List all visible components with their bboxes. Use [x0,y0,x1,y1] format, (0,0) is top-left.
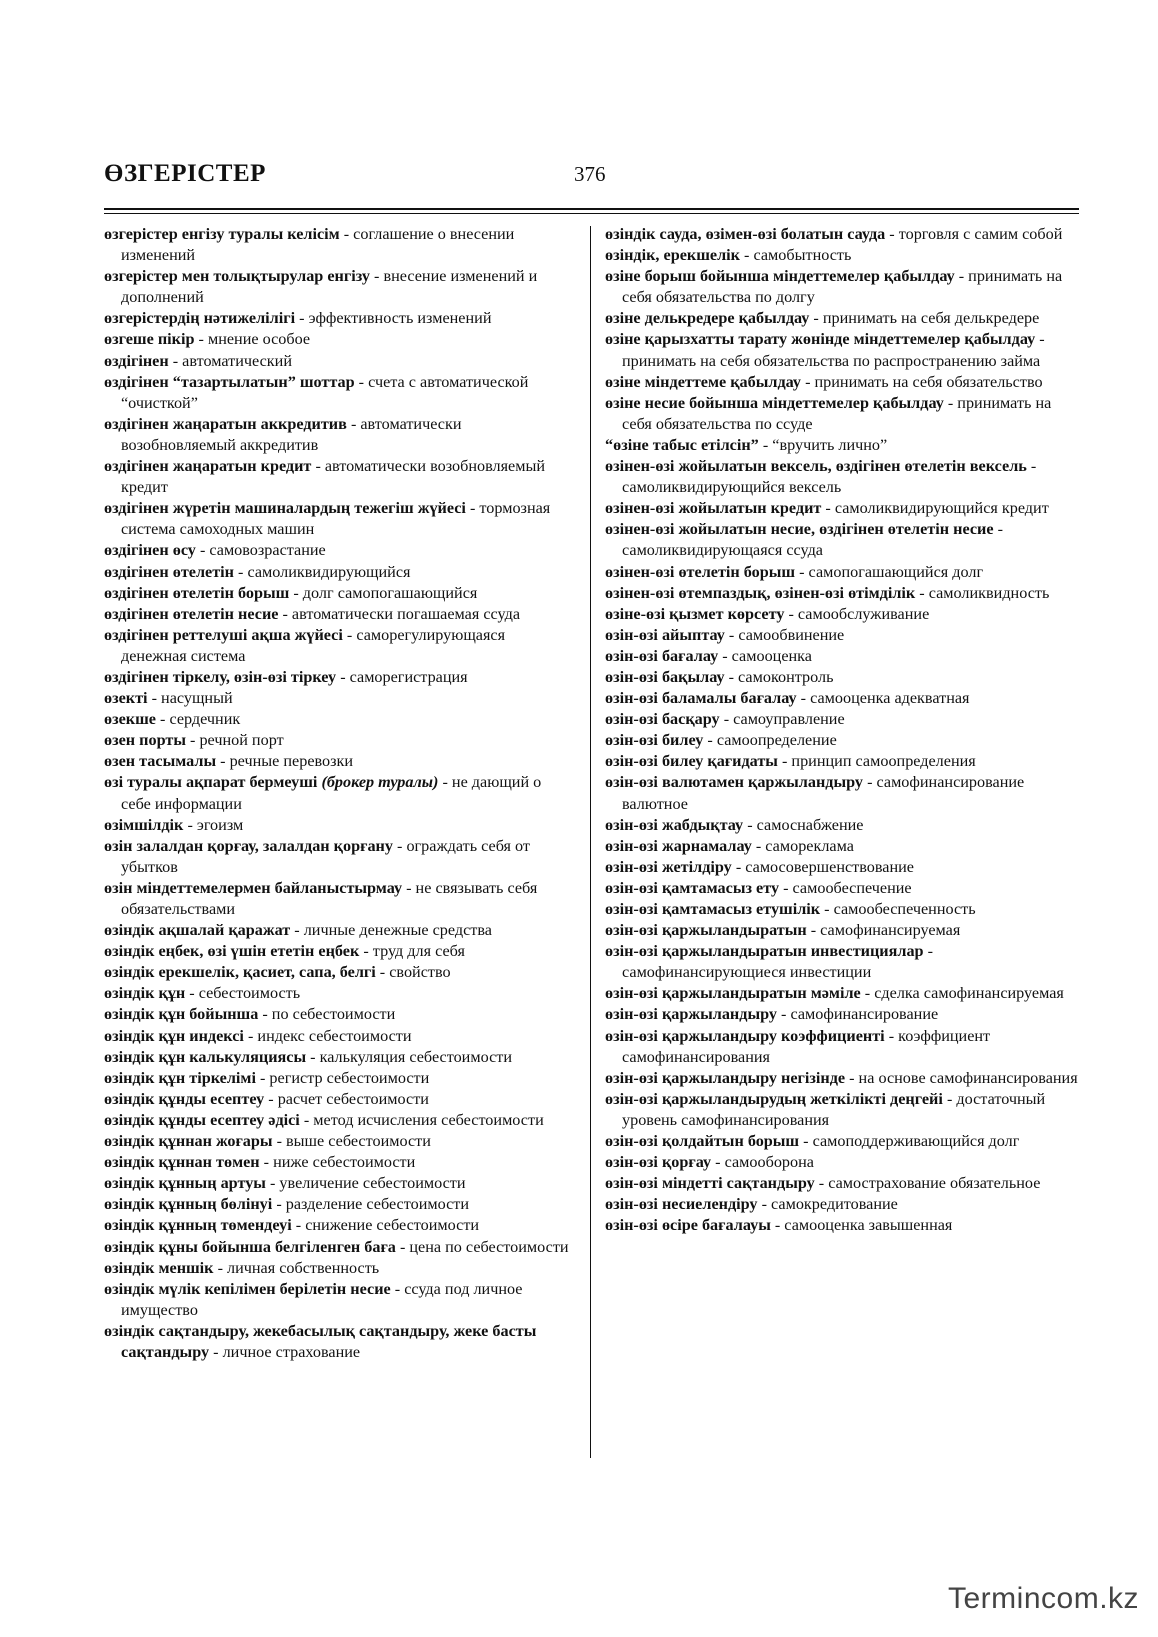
dictionary-entry [104,456,570,498]
dictionary-entry [605,245,1081,266]
dictionary-entry [605,266,1081,308]
entry-term: өзіндік құнды есептеу [104,1089,265,1108]
entry-definition: - самооборона [711,1153,814,1172]
entry-definition: - самообвинение [724,625,845,644]
entry-definition: - индекс себестоимости [243,1026,412,1045]
dictionary-entry [605,1215,1081,1236]
entry-term: өзін-өзі билеу [605,731,704,750]
entry-term: өзгерістер енгізу туралы келісім [104,225,340,243]
dictionary-entry [605,329,1081,371]
entry-definition: - личные денежные средства [290,921,492,940]
dictionary-entry [605,1173,1081,1194]
entry-term: өзін-өзі қаржыландырудың жеткілікті деңгейі [605,1089,943,1108]
entry-term: өздігінен реттелуші ақша жүйесі [104,625,343,644]
dictionary-entry [104,836,570,878]
entry-term: өзіне-өзі қызмет көрсету [605,604,785,623]
entry-definition: - самопогашающийся долг [795,562,984,581]
column-divider [590,226,591,1458]
entry-term: өзін-өзі баламалы бағалау [605,689,797,708]
entry-definition: - самобытность [740,246,852,265]
dictionary-entry [104,1279,570,1321]
entry-definition: - автоматический [168,351,292,370]
entry-term: өзінен-өзі өтелетін борыш [605,562,796,581]
entry-term: өзекті [104,689,148,708]
dictionary-entry [104,1258,570,1279]
entry-term: өзінен-өзі өтемпаздық, өзінен-өзі өтімділік [605,583,916,602]
left-column [104,224,570,1363]
entry-term: өзіндік мүлік кепілімен берілетін несие [104,1279,391,1298]
entry-definition: - принимать на себя обязательства по распространению займа [622,330,1045,370]
dictionary-entry [104,583,570,604]
entry-term: өзіне несие бойынша міндеттемелер қабылдау [605,393,944,412]
entry-term: өзін-өзі өсіре бағалауы [605,1216,771,1235]
dictionary-entry [605,456,1081,498]
entry-definition: - ограждать себя от убытков [121,836,531,876]
dictionary-entry [104,983,570,1004]
entry-definition: - принимать на себя обязательство [801,372,1043,391]
entry-term: өзін міндеттемелермен байланыстырмау [104,878,403,897]
dictionary-entry [605,836,1081,857]
dictionary-entry [605,646,1081,667]
entry-definition: - соглашение о внесении изменений [121,225,515,265]
entry-term: өзіндік құнның артуы [104,1174,266,1193]
entry-definition: - цена по себестоимости [395,1237,569,1256]
entry-term: өздігінен “тазартылатын” шоттар [104,372,355,391]
dictionary-entry [605,583,1081,604]
entry-definition: - эффективность изменений [295,309,492,328]
dictionary-entry [104,1110,570,1131]
dictionary-entry [104,266,570,308]
entry-term: өзін-өзі қаржыландыратын мәміле [605,984,861,1003]
dictionary-entry [605,1004,1081,1025]
dictionary-entry [605,920,1081,941]
dictionary-entry [104,1004,570,1025]
entry-definition: - эгоизм [183,815,244,834]
dictionary-entry [104,1047,570,1068]
entry-term: өзіндік сақтандыру, жекебасылық сақтандыру, жеке басты сақтандыру [104,1321,537,1361]
dictionary-entry [104,667,570,688]
entry-definition: - самоликвидность [915,583,1050,602]
entry-term: өздігінен [104,351,169,370]
dictionary-entry [104,414,570,456]
dictionary-entry [605,224,1081,245]
dictionary-entry [104,815,570,836]
entry-term: өзіндік ерекшелік, қасиет, сапа, белгі [104,963,376,982]
entry-term: өзіндік еңбек, өзі үшін ететін еңбек [104,942,360,961]
entry-term: өзін-өзі жабдықтау [605,815,744,834]
entry-term: өзіндік құн [104,984,186,1003]
entry-term: өзін-өзі несиелендіру [605,1195,758,1214]
entry-definition: - увеличение себестоимости [265,1174,466,1193]
dictionary-entry [605,857,1081,878]
dictionary-entry [104,1321,570,1363]
entry-definition: - калькуляция себестоимости [306,1047,513,1066]
entry-term: өзіндік, ерекшелік [605,246,740,265]
entry-term: өзін-өзі қаржыландыратын инвестициялар [605,942,924,961]
entry-term: өзін-өзі қолдайтын борыш [605,1132,800,1151]
entry-term: өзін-өзі валютамен қаржыландыру [605,773,864,792]
entry-term: өзгерістердің нәтижелілігі [104,309,296,328]
entry-term: өзін-өзі қаржыландыру негізінде [605,1068,846,1087]
entry-definition: - личное страхование [209,1342,361,1361]
right-column [605,224,1081,1237]
entry-definition: - мнение особое [194,330,311,349]
entry-term: өздігінен өтелетін несие [104,604,279,623]
entry-term: өзінен-өзі жойылатын кредит [605,499,822,518]
entry-definition: - принимать на себя обязательства по долгу [622,267,1063,307]
entry-term: өзін-өзі айыптау [605,625,725,644]
entry-definition: - принимать на себя делькредере [809,309,1040,328]
dictionary-entry [104,1152,570,1173]
dictionary-entry [104,224,570,266]
entry-definition: - автоматически погашаемая ссуда [278,604,521,623]
entry-term: өзін-өзі жарнамалау [605,836,752,855]
entry-term: өзіндік сауда, өзімен-өзі болатын сауда [605,225,886,243]
entry-definition: - свойство [375,963,451,982]
entry-term: өзіндік құннан жоғары [104,1132,273,1151]
entry-definition: - внесение изменений и дополнений [121,267,538,307]
entry-definition: - выше себестоимости [272,1132,431,1151]
entry-definition: - самореклама [751,836,854,855]
entry-term: өзін-өзі қаржыландыратын [605,921,807,940]
entry-term: өзін-өзі басқару [605,710,720,729]
dictionary-entry [104,329,570,350]
entry-definition: - саморегистрация [336,667,468,686]
dictionary-entry [605,308,1081,329]
entry-definition: - долг самопогашающийся [289,583,478,602]
entry-term: өзіндік құн тіркелімі [104,1068,256,1087]
entry-definition: - сердечник [155,710,241,729]
entry-definition: - речные перевозки [216,752,354,771]
dictionary-entry [605,941,1081,983]
entry-definition: - самоподдерживающийся долг [799,1132,1020,1151]
entry-definition: - автоматически возобновляемый аккредитив [121,414,462,454]
entry-definition: - самоконтроль [724,667,834,686]
dictionary-entry [104,941,570,962]
entry-term: өзіндік ақшалай қаражат [104,921,291,940]
entry-definition: - на основе самофинансирования [845,1068,1078,1087]
dictionary-entry [605,1026,1081,1068]
dictionary-entry [104,604,570,625]
entry-term: өздігінен жүретін машиналардың тежегіш жүйесі [104,499,466,518]
entry-definition: - самообеспеченность [820,900,976,918]
entry-term: өзіне борыш бойынша міндеттемелер қабылдау [605,267,955,286]
entry-definition: - счета с автоматической “очисткой” [121,372,529,412]
entry-term: өзіне қарызхатты тарату жөнінде міндеттемелер қабылдау [605,330,1036,349]
dictionary-entry [605,899,1081,920]
entry-term: өзін-өзі қорғау [605,1153,712,1172]
dictionary-entry [104,688,570,709]
entry-definition: - самообеспечение [779,878,912,897]
dictionary-entry [104,1026,570,1047]
entry-term: өздігінен жаңаратын аккредитив [104,414,347,433]
entry-definition: - коэффициент самофинансирования [622,1026,991,1066]
entry-term: өзіндік құн бойынша [104,1005,259,1024]
dictionary-entry [104,1068,570,1089]
entry-term: өздігінен жаңаратын кредит [104,457,312,476]
entry-term: өзі туралы ақпарат бермеуші [104,773,322,792]
dictionary-entry [104,751,570,772]
entry-note: (брокер туралы) [321,773,439,792]
entry-term: өздігінен өсу [104,541,196,560]
entry-term: өзін-өзі міндетті сақтандыру [605,1174,815,1193]
entry-term: өзін-өзі қамтамасыз ету [605,878,780,897]
entry-definition: - самофинансируемая [806,921,961,940]
entry-term: өзіндік құны бойынша белгіленген баға [104,1237,396,1256]
entry-term: өзен тасымалы [104,752,217,771]
dictionary-entry [605,1194,1081,1215]
header-rule-thin [104,213,1079,214]
dictionary-entry [605,1089,1081,1131]
dictionary-entry [104,962,570,983]
dictionary-entry [605,1068,1081,1089]
entry-term: өздігінен тіркелу, өзін-өзі тіркеу [104,667,337,686]
entry-term: “өзіне табыс етілсін” [605,435,759,454]
dictionary-entry [104,562,570,583]
dictionary-entry [605,372,1081,393]
entry-definition: - личная собственность [213,1258,380,1277]
entry-definition: - самоликвидирующаяся ссуда [622,520,1003,560]
dictionary-entry [605,435,1081,456]
dictionary-entry [104,1089,570,1110]
dictionary-entry [605,1131,1081,1152]
dictionary-entry [605,625,1081,646]
page-number: 376 [574,162,606,186]
entry-term: өзіндік құнның төмендеуі [104,1216,292,1235]
entry-term: өзін-өзі бақылау [605,667,725,686]
dictionary-entry [605,667,1081,688]
entry-term: өзгеше пікір [104,330,195,349]
entry-definition: - автоматически возобновляемый кредит [121,457,546,497]
dictionary-entry [605,519,1081,561]
entry-definition: - ниже себестоимости [259,1153,416,1172]
entry-definition: - самооценка адекватная [796,689,970,708]
dictionary-entry [104,372,570,414]
dictionary-entry [605,772,1081,814]
dictionary-entry [104,730,570,751]
entry-term: өзіне делькредере қабылдау [605,309,810,328]
dictionary-entry [104,772,570,814]
entry-term: өзіндік құн калькуляциясы [104,1047,307,1066]
entry-term: өзімшілдік [104,815,184,834]
entry-definition: - достаточный уровень самофинансирования [622,1089,1046,1129]
dictionary-entry [104,308,570,329]
dictionary-entry [605,688,1081,709]
entry-definition: - метод исчисления себестоимости [299,1110,544,1129]
entry-term: өзгерістер мен толықтырулар енгізу [104,267,370,286]
entry-term: өзен порты [104,731,186,750]
entry-definition: - саморегулирующаяся денежная система [121,625,506,665]
entry-definition: - себестоимость [185,984,301,1003]
entry-definition: - принцип самоопределения [777,752,976,771]
entry-definition: - самоснабжение [743,815,864,834]
entry-definition: - не связывать себя обязательствами [121,878,538,918]
entry-definition: - самоликвидирующийся кредит [821,499,1049,518]
entry-definition: - разделение себестоимости [272,1195,470,1214]
entry-term: өзін-өзі қаржыландыру [605,1005,777,1024]
entry-definition: - самокредитование [757,1195,898,1214]
entry-definition: - самострахование обязательное [814,1174,1041,1193]
entry-term: өзін-өзі жетілдіру [605,857,732,876]
entry-definition: - самооценка завышенная [770,1216,953,1235]
entry-term: өздігінен өтелетін борыш [104,583,290,602]
entry-term: өзіндік меншік [104,1258,214,1277]
entry-definition: - не дающий о себе информации [121,773,542,813]
entry-term: өзекше [104,710,156,729]
entry-definition: - труд для себя [359,942,465,961]
dictionary-entry [605,604,1081,625]
dictionary-entry [605,983,1081,1004]
dictionary-entry [104,1194,570,1215]
dictionary-entry [605,498,1081,519]
dictionary-entry [104,498,570,540]
dictionary-entry [605,709,1081,730]
dictionary-entry [605,562,1081,583]
entry-term: өзіндік құнды есептеу әдісі [104,1110,300,1129]
dictionary-entry [605,393,1081,435]
dictionary-entry [104,1131,570,1152]
entry-definition: - самоопределение [703,731,837,750]
entry-definition: - самофинансирующиеся инвестиции [622,942,933,982]
entry-term: өзінен-өзі жойылатын несие, өздігінен өтелетін несие [605,520,994,539]
entry-definition: - расчет себестоимости [264,1089,429,1108]
entry-definition: - ссуда под личное имущество [121,1279,523,1319]
site-logo: Termincom.kz [948,1582,1140,1615]
dictionary-entry [104,625,570,667]
entry-definition: - “вручить лично” [758,435,888,454]
entry-definition: - самоликвидирующийся [234,562,411,581]
entry-term: өзіндік құн индексі [104,1026,244,1045]
entry-definition: - самофинансирование [776,1005,939,1024]
dictionary-entry [605,878,1081,899]
dictionary-entry [104,1215,570,1236]
dictionary-entry [605,730,1081,751]
dictionary-entry [104,1173,570,1194]
dictionary-entry [104,540,570,561]
entry-definition: - сделка самофинансируемая [860,984,1064,1003]
entry-definition: - регистр себестоимости [255,1068,430,1087]
entry-term: өзін залалдан қорғау, залалдан қорғану [104,836,393,855]
header-rule [104,208,1079,210]
dictionary-entry [104,878,570,920]
entry-term: өзіндік құнның бөлінуі [104,1195,273,1214]
entry-definition: - торговля с самим собой [885,225,1063,243]
entry-definition: - тормозная система самоходных машин [121,499,551,539]
entry-definition: - самооценка [718,646,812,665]
dictionary-entry [104,351,570,372]
dictionary-entry [104,920,570,941]
entry-definition: - снижение себестоимости [291,1216,480,1235]
entry-term: өзін-өзі қаржыландыру коэффициенті [605,1026,885,1045]
dictionary-entry [605,751,1081,772]
dictionary-entry [605,1152,1081,1173]
entry-term: өзіне міндеттеме қабылдау [605,372,802,391]
entry-term: өзін-өзі бағалау [605,646,719,665]
entry-definition: - по себестоимости [258,1005,396,1024]
entry-definition: - насущный [147,689,233,708]
entry-term: өзін-өзі қамтамасыз етушілік [605,900,821,918]
dictionary-entry [605,815,1081,836]
entry-definition: - самосовершенствование [731,857,914,876]
entry-term: өзінен-өзі жойылатын вексель, өздігінен өтелетін вексель [605,457,1027,476]
dictionary-entry [104,709,570,730]
entry-term: өзін-өзі билеу қағидаты [605,752,778,771]
entry-definition: - самоликвидирующийся вексель [622,457,1037,497]
entry-definition: - самообслуживание [784,604,930,623]
entry-definition: - самофинансирование валютное [622,773,1025,813]
entry-definition: - самовозрастание [195,541,326,560]
entry-term: өздігінен өтелетін [104,562,234,581]
entry-term: өзіндік құннан төмен [104,1153,260,1172]
entry-definition: - принимать на себя обязательства по ссуде [622,393,1052,433]
entry-definition: - самоуправление [719,710,845,729]
entry-definition: - речной порт [185,731,284,750]
page-title: ӨЗГЕРІСТЕР [104,160,266,187]
dictionary-entry [104,1237,570,1258]
